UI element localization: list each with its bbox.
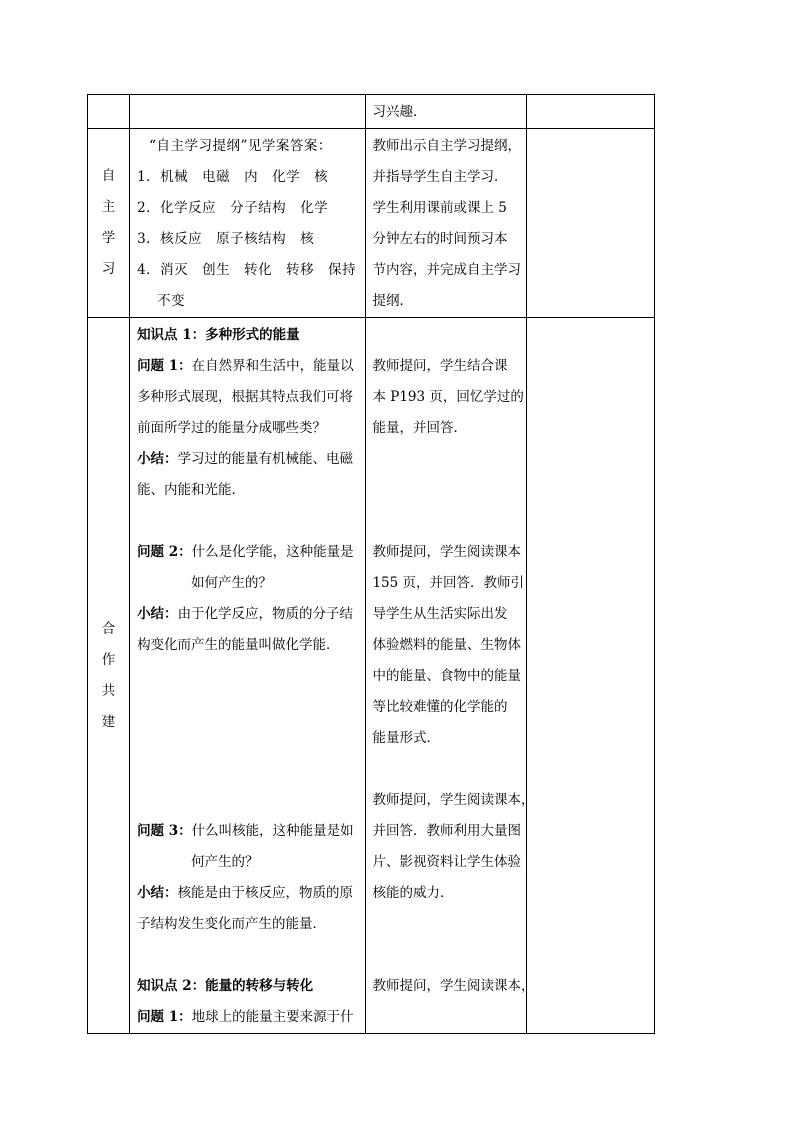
teacher-text: 分钟左右的时间预习本: [372, 231, 508, 247]
teacher-cell: [366, 129, 526, 318]
teacher-text: 习兴趣．: [372, 104, 427, 120]
answer-line: 4．消灭 创生 转化 转移 保持: [137, 262, 357, 278]
label-char: 学: [101, 230, 116, 246]
teacher-text: 教师提问，学生阅读课本，: [372, 978, 535, 994]
teacher-text: 等比较难懂的化学能的: [372, 699, 508, 715]
question-label: 问题 2：: [137, 544, 192, 560]
teacher-text: 并指导学生自主学习．: [372, 169, 508, 185]
question-text: 前面所学过的能量分成哪些类？: [137, 420, 327, 436]
teacher-text: 中的能量、食物中的能量: [372, 668, 521, 684]
teacher-text: 片、影视资料让学生体验: [372, 854, 521, 870]
summary-label: 小结：: [137, 606, 178, 622]
label-char: 建: [101, 713, 116, 730]
summary-text: 学习过的能量有机械能、电磁: [177, 451, 354, 467]
knowledge-point-2: 知识点 2：能量的转移与转化: [137, 978, 314, 994]
section-label-self-study: [88, 129, 130, 318]
teacher-cell: [366, 95, 526, 129]
table-row: [88, 95, 655, 129]
question-text: 如何产生的？: [191, 575, 273, 591]
question-label: 问题 3：: [137, 823, 192, 839]
content-cell: [130, 129, 366, 318]
summary-label: 小结：: [137, 885, 178, 901]
teacher-text: 提纲．: [372, 293, 413, 309]
summary-text: 构变化而产生的能量叫做化学能．: [137, 637, 340, 653]
label-char: 习: [101, 261, 116, 277]
teacher-text: 并回答．教师利用大量图: [372, 823, 521, 839]
teacher-text: 核能的威力．: [372, 885, 454, 901]
teacher-text: 155 页，并回答．教师引: [372, 575, 525, 591]
notes-cell: [526, 318, 654, 1034]
teacher-text: 学生利用课前或课上 5: [372, 200, 507, 216]
question-text: 地球上的能量主要来源于什: [191, 1009, 354, 1025]
outline-intro: “自主学习提纲”见学案答案：: [149, 138, 332, 154]
teacher-text: 导学生从生活实际出发: [372, 606, 508, 622]
summary-text: 能、内能和光能．: [137, 482, 246, 498]
notes-cell: [526, 129, 654, 318]
label-char: 自: [101, 168, 116, 184]
label-char: 合: [101, 620, 116, 637]
teacher-text: 教师提问，学生结合课: [372, 358, 508, 374]
teacher-text: 本 P193 页，回忆学过的: [372, 389, 524, 405]
notes-cell: [526, 95, 654, 129]
question-label: 问题 1：: [137, 1009, 192, 1025]
answer-line: 3．核反应 原子核结构 核: [137, 231, 315, 247]
table-row: [88, 129, 655, 318]
question-label: 问题 1：: [137, 358, 192, 374]
teacher-text: 节内容，并完成自主学习: [372, 262, 521, 278]
question-text: 在自然界和生活中，能量以: [191, 358, 354, 374]
teacher-cell: [366, 318, 535, 1034]
teacher-text: 能量，并回答．: [372, 420, 467, 436]
question-text: 什么是化学能，这种能量是: [191, 544, 354, 560]
lesson-plan-table: [87, 94, 655, 1034]
content-cell: [130, 318, 366, 1034]
question-text: 什么叫核能，这种能量是如: [191, 823, 354, 839]
table-row: [88, 318, 655, 1034]
content-cell: [130, 95, 366, 129]
label-cell: [88, 95, 130, 129]
teacher-text: 体验燃料的能量、生物体: [372, 637, 521, 653]
answer-line: 不变: [157, 293, 186, 309]
label-char: 作: [101, 651, 116, 668]
summary-text: 子结构发生变化而产生的能量．: [137, 916, 327, 932]
label-char: 共: [101, 682, 116, 699]
question-text: 多种形式展现，根据其特点我们可将: [137, 389, 354, 405]
summary-text: 核能是由于核反应，物质的原: [177, 885, 354, 901]
teacher-text: 教师提问，学生阅读课本，: [372, 792, 535, 808]
teacher-text: 能量形式．: [372, 730, 440, 746]
question-text: 何产生的？: [191, 854, 259, 870]
summary-label: 小结：: [137, 451, 178, 467]
answer-line: 1．机械 电磁 内 化学 核: [137, 169, 329, 185]
teacher-text: 教师出示自主学习提纲，: [372, 138, 521, 154]
answer-line: 2．化学反应 分子结构 化学: [137, 200, 329, 216]
label-char: 主: [101, 199, 116, 215]
teacher-text: 教师提问，学生阅读课本: [372, 544, 521, 560]
knowledge-point-1: 知识点 1：多种形式的能量: [137, 327, 300, 343]
summary-text: 由于化学反应，物质的分子结: [177, 606, 354, 622]
section-label-cooperation: [88, 318, 130, 1034]
